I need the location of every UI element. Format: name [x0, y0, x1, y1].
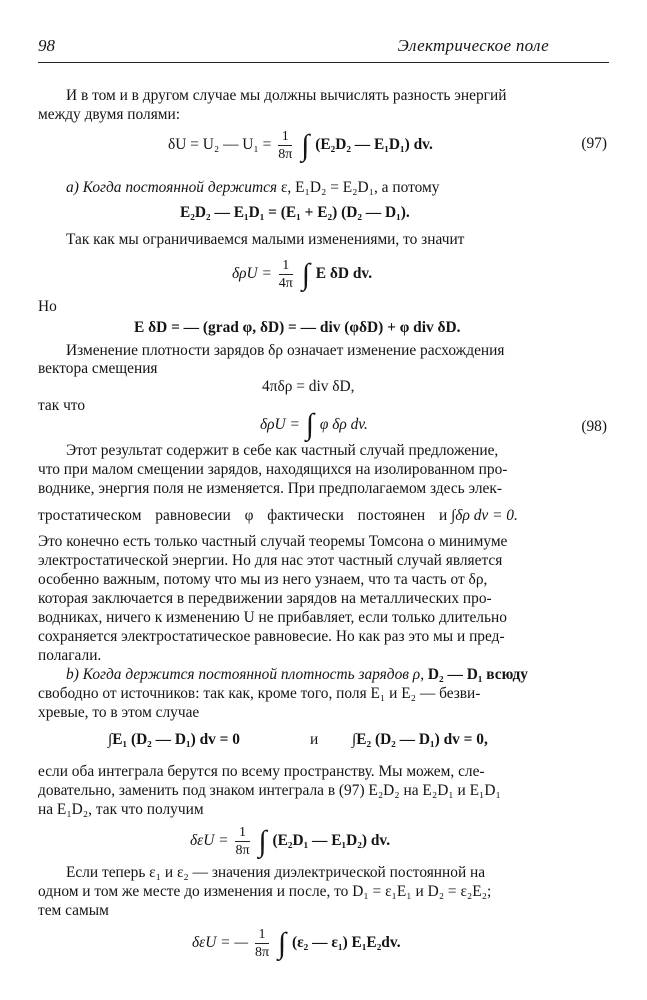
paragraph-4-line-6: электростатической энергии. Но для нас этот частный случай является — [38, 552, 503, 569]
eq-b3-frac-num: 1 — [255, 926, 269, 944]
paragraph-6-line-3: на E₁D₂, так что получим — [38, 801, 204, 818]
paragraph-4-line-1: Этот результат содержит в себе как частный случай предложение, — [66, 442, 499, 459]
paragraph-4-line-3: воднике, энергия поля не изменяется. При предполагаемом здесь элек- — [38, 480, 502, 497]
tak-chto: так что — [38, 397, 86, 414]
paragraph-2: Так как мы ограничиваемся малыми изменениями, то значит — [66, 231, 465, 248]
integral-sign: ∫ — [305, 408, 314, 442]
paragraph-4-line-9: водниках, ничего к изменению U не прибавляет, если только длительно — [38, 609, 507, 626]
eq-b1-right-text: ∫E₂ (D₂ — D₁) dv = 0, — [352, 731, 488, 748]
eq-a3-text: E δD = — (grad φ, δD) = — div (φδD) + φ div δD. — [134, 319, 461, 336]
integral-sign: ∫ — [301, 257, 310, 291]
equation-a1 — [180, 203, 410, 222]
equation-a2 — [232, 257, 372, 292]
paragraph-3-line-1: Изменение плотности зарядов δρ означает изменение расхождения — [66, 342, 505, 359]
eq-b3-lhs: δεU = — — [192, 934, 249, 952]
equation-b1-left — [108, 730, 240, 749]
case-a-line — [66, 178, 439, 197]
eq-b2-lhs: δεU = — [190, 832, 229, 850]
eq97-fraction — [278, 128, 292, 163]
eq-b3-frac-den: 8π — [254, 945, 270, 960]
eq-b2-fraction — [235, 824, 249, 859]
eq-b3-rhs: (ε₂ — ε₁) E₁E₂dv. — [291, 934, 401, 952]
eq-b1-left-text: ∫E₁ (D₂ — D₁) dv = 0 — [108, 731, 241, 748]
case-a-label: a) — [66, 179, 79, 196]
eq-a2-frac-den: 4π — [278, 276, 293, 291]
paragraph-4-line-10: сохраняется электростатическое равновесие. Но как раз это мы и пред- — [38, 628, 505, 645]
equation-b1-and: и — [310, 731, 319, 748]
eq97-frac-den: 8π — [278, 147, 293, 162]
case-a-condition: ε, E₁D₂ = E₂D₁, а потому — [280, 179, 440, 196]
running-title: Электрическое поле — [397, 36, 549, 55]
case-b-label: b) — [66, 666, 79, 683]
equation-97 — [168, 128, 433, 163]
page-header — [38, 36, 609, 63]
integral-sign: ∫ — [258, 824, 267, 858]
paragraph-5-line-2: свободно от источников: так как, кроме того, поля E₁ и E₂ — безви- — [38, 685, 481, 702]
equation-a4: 4πδρ = div δD, — [262, 378, 355, 395]
eq98-lhs: δρU = — [260, 416, 300, 433]
paragraph-7-line-3: тем самым — [38, 902, 109, 919]
paragraph-4-line-7: особенно важным, потому что мы из него узнаем, что та часть от δρ, — [38, 571, 488, 588]
word-no: Но — [38, 298, 57, 315]
paragraph-1-line-2: между двумя полями: — [38, 106, 181, 123]
eq-a2-lhs: δρU = — [232, 265, 272, 283]
case-b-condition: D₂ — D₁ всюду — [427, 666, 528, 683]
paragraph-3-line-2: вектора смещения — [38, 360, 158, 377]
case-a-text: Когда постоянной держится — [82, 179, 278, 196]
integral-sign: ∫ — [301, 128, 310, 162]
paragraph-4-line-11: полагали. — [38, 647, 102, 664]
eq97-frac-num: 1 — [278, 128, 292, 146]
eq-a2-rhs: E δD dv. — [315, 265, 373, 283]
eq-b2-frac-num: 1 — [235, 824, 249, 842]
paragraph-4-line-4b: ∫δρ dv = 0. — [451, 507, 518, 524]
paragraph-7-line-1: Если теперь ε₁ и ε₂ — значения диэлектрической постоянной на — [66, 864, 486, 881]
eq-b2-rhs: (E₂D₁ — E₁D₂) dv. — [272, 832, 391, 850]
paragraph-6-line-2: довательно, заменить под знаком интеграла в (97) E₂D₂ на E₂D₁ и E₁D₁ — [38, 782, 501, 799]
case-b-text: Когда держится постоянной плотность зарядов ρ, — [82, 666, 425, 683]
paragraph-4-line-4 — [38, 506, 518, 525]
eq-b2-frac-den: 8π — [235, 843, 250, 858]
equation-number-97: (97) — [581, 135, 607, 152]
paragraph-4-line-5: Это конечно есть только частный случай теоремы Томсона о минимуме — [38, 533, 508, 550]
eq-a2-frac-num: 1 — [279, 257, 293, 275]
eq97-rhs: (E₂D₂ — E₁D₁) dv. — [315, 136, 433, 154]
case-b-line — [66, 665, 528, 684]
paragraph-6-line-1: если оба интеграла берутся по всему пространству. Мы можем, сле- — [38, 763, 485, 780]
paragraph-4-line-4a: тростатическом равновесии φ фактически постоянен и — [38, 507, 448, 524]
equation-number-98: (98) — [581, 418, 607, 435]
page-number: 98 — [38, 36, 55, 55]
paragraph-1-line-1: И в том и в другом случае мы должны вычислять разность энергий — [66, 87, 507, 104]
equation-b3 — [192, 926, 401, 961]
eq-a1-text: E₂D₂ — E₁D₁ = (E₁ + E₂) (D₂ — D₁). — [180, 204, 410, 221]
paragraph-5-line-3: хревые, то в этом случае — [38, 704, 200, 721]
paragraph-7-line-2: одном и том же месте до изменения и после, то D₁ = ε₁E₁ и D₂ = ε₂E₂; — [38, 883, 492, 900]
eq98-rhs: φ δρ dv. — [319, 416, 368, 433]
integral-sign: ∫ — [277, 926, 287, 960]
equation-b2 — [190, 824, 390, 859]
paragraph-4-line-2: что при малом смещении зарядов, находящихся на изолированном про- — [38, 461, 508, 478]
equation-b1-right — [352, 730, 488, 749]
equation-a3 — [134, 318, 461, 337]
eq-b3-fraction — [255, 926, 269, 961]
eq97-lhs: δU = U₂ — U₁ = — [168, 136, 272, 154]
eq-a2-fraction — [279, 257, 293, 292]
paragraph-4-line-8: которая заключается в передвижении зарядов на металлических про- — [38, 590, 492, 607]
equation-98 — [260, 408, 368, 442]
